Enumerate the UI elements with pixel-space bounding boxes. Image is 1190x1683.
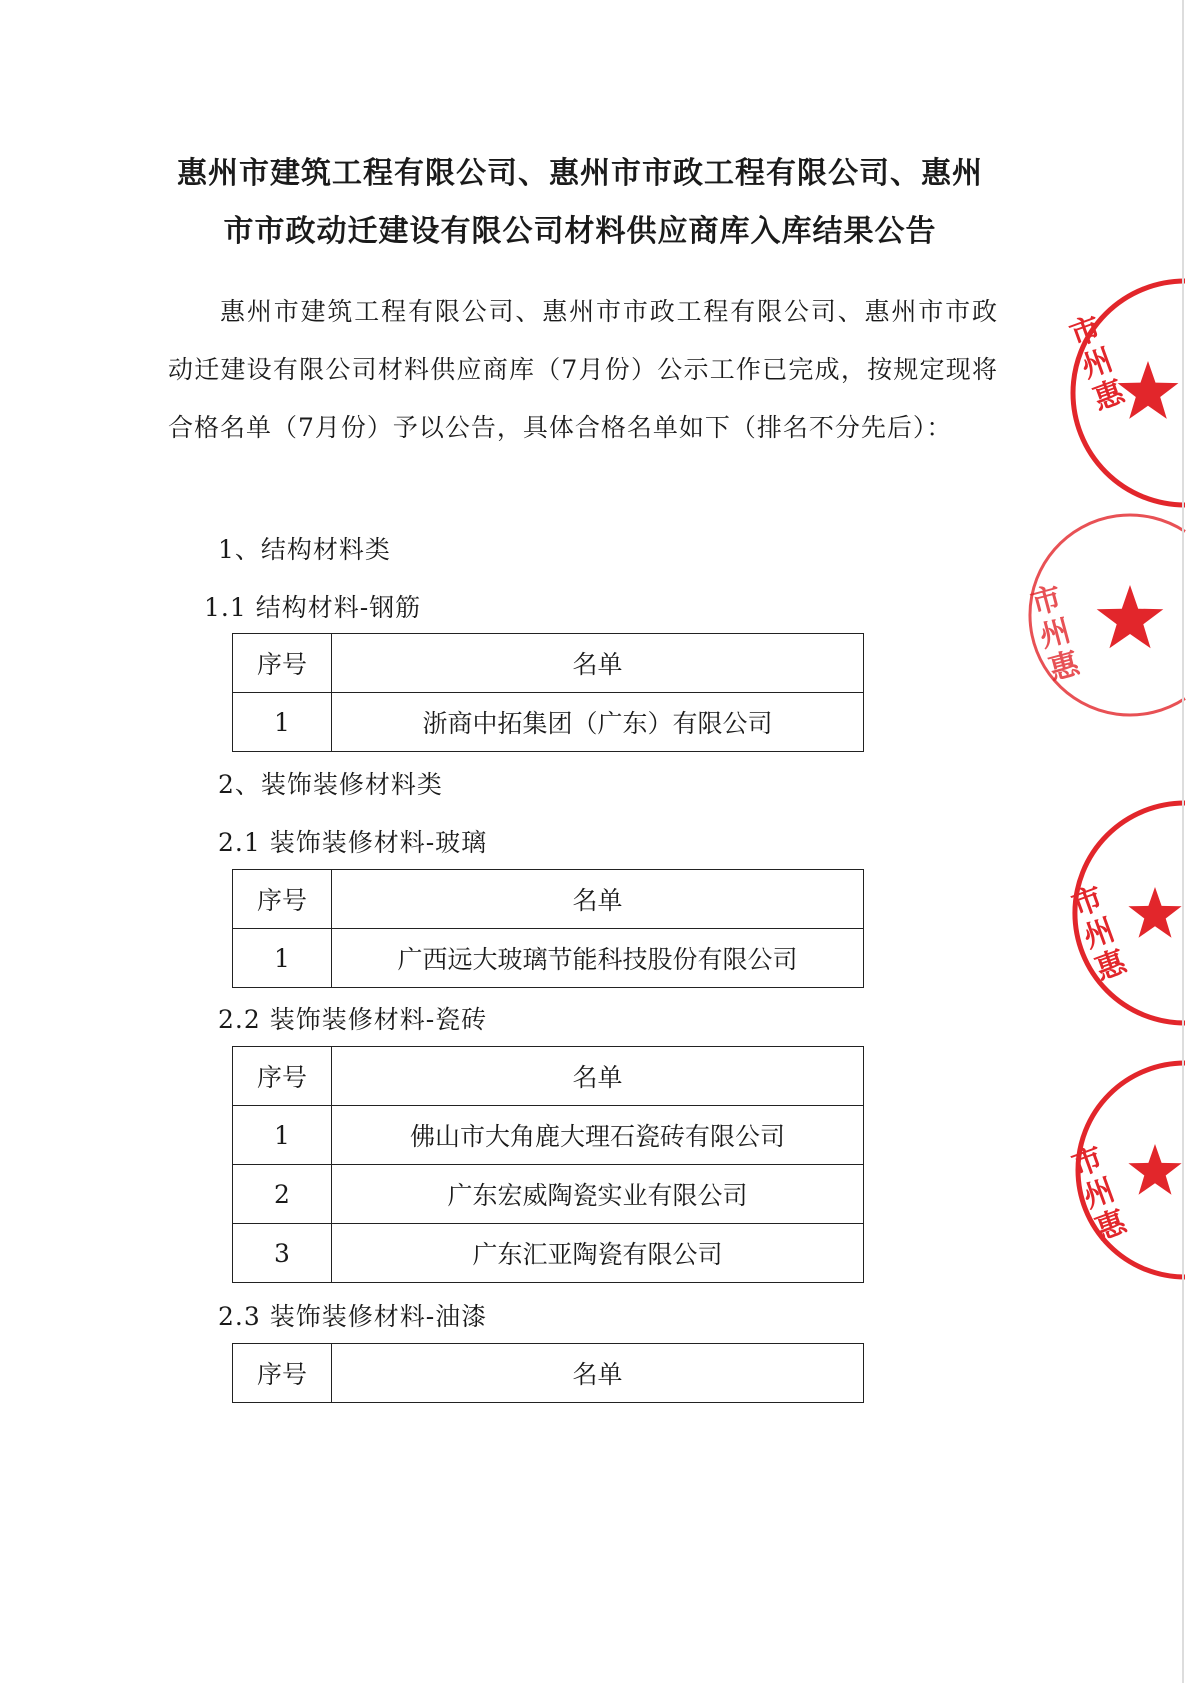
header-no: 序号: [233, 634, 332, 693]
svg-text:惠州市: 惠州市: [1065, 310, 1129, 418]
section-heading: 2.1 装饰装修材料-玻璃: [218, 828, 488, 857]
company-seal: [1030, 281, 1185, 1277]
row-no: 1: [233, 929, 332, 988]
row-no: 1: [233, 1106, 332, 1165]
header-no: 序号: [233, 1047, 332, 1106]
supplier-table-tile: [232, 1046, 864, 1283]
row-name: 广东宏威陶瓷实业有限公司: [332, 1165, 864, 1224]
svg-text:惠州市: 惠州市: [1067, 1140, 1131, 1248]
header-no: 序号: [233, 870, 332, 929]
supplier-table-glass: [232, 869, 864, 988]
header-name: 名单: [332, 1047, 864, 1106]
star-icon: [1097, 585, 1164, 648]
svg-text:惠州市: 惠州市: [1027, 580, 1084, 688]
table-row: [233, 929, 864, 988]
supplier-table-paint: [232, 1343, 864, 1403]
row-name: 广东汇亚陶瓷有限公司: [332, 1224, 864, 1283]
intro-paragraph: 惠州市建筑工程有限公司、惠州市市政工程有限公司、惠州市市政动迁建设有限公司材料供应商库（7月份）公示工作已完成，按规定现将合格名单（7月份）予以公告，具体合格名单如下（排名不分先后）：: [168, 297, 998, 442]
star-icon: [1128, 1144, 1181, 1195]
section-heading: 2.2 装饰装修材料-瓷砖: [218, 1005, 488, 1034]
section-heading: 2、装饰装修材料类: [218, 770, 443, 799]
title-line-2: 市市政动迁建设有限公司材料供应商库入库结果公告: [223, 214, 937, 249]
seal-lettering: [1027, 310, 1132, 1248]
table-header-row: [233, 634, 864, 693]
header-no: 序号: [233, 1344, 332, 1403]
section-heading: 1.1 结构材料-钢筋: [204, 593, 422, 622]
title-line-1: 惠州市建筑工程有限公司、惠州市市政工程有限公司、惠州: [177, 156, 983, 191]
section-heading: 1、结构材料类: [218, 535, 391, 564]
page-edge: [1182, 0, 1184, 1683]
section-heading: 2.3 装饰装修材料-油漆: [218, 1302, 488, 1331]
table-header-row: [233, 870, 864, 929]
supplier-table-steel: [232, 633, 864, 752]
star-icon: [1118, 361, 1179, 419]
row-no: 2: [233, 1165, 332, 1224]
row-name: 浙商中拓集团（广东）有限公司: [332, 693, 864, 752]
table-row: [233, 1165, 864, 1224]
star-icon: [1128, 887, 1181, 938]
svg-text:惠州市: 惠州市: [1067, 880, 1131, 988]
header-name: 名单: [332, 634, 864, 693]
header-name: 名单: [332, 870, 864, 929]
row-no: 3: [233, 1224, 332, 1283]
company-seals: [1020, 260, 1186, 1300]
table-row: [233, 693, 864, 752]
header-name: 名单: [332, 1344, 864, 1403]
row-name: 广西远大玻璃节能科技股份有限公司: [332, 929, 864, 988]
table-row: [233, 1224, 864, 1283]
table-header-row: [233, 1344, 864, 1403]
row-name: 佛山市大角鹿大理石瓷砖有限公司: [332, 1106, 864, 1165]
table-header-row: [233, 1047, 864, 1106]
row-no: 1: [233, 693, 332, 752]
table-row: [233, 1106, 864, 1165]
star-icons: [1097, 361, 1182, 1195]
